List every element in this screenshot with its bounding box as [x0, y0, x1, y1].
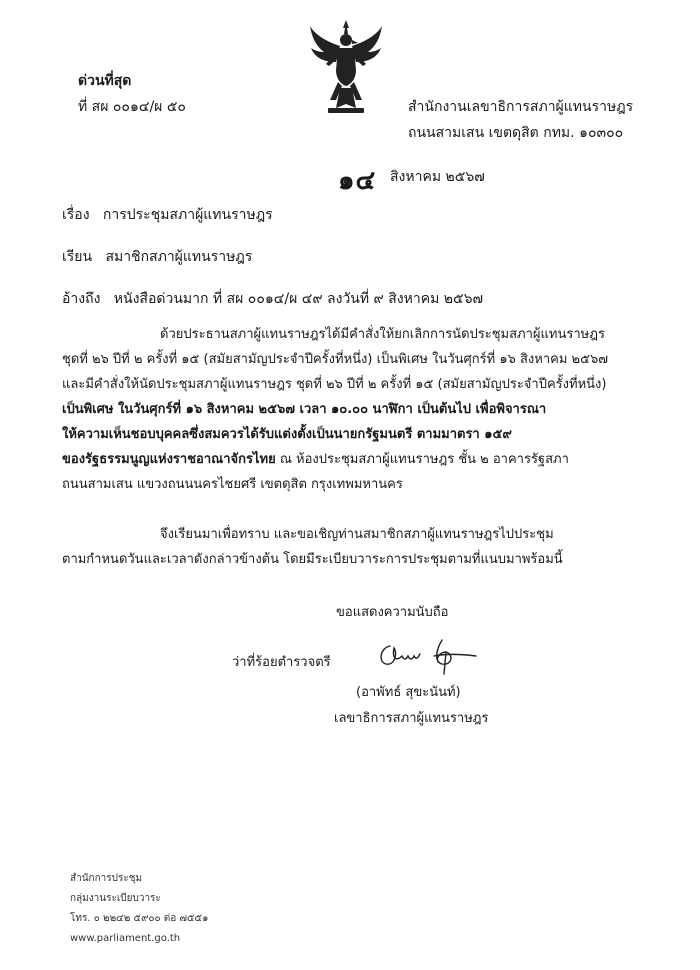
office-name: สำนักงานเลขาธิการสภาผู้แทนราษฎร [408, 99, 634, 115]
date-day: ๑๔ [338, 166, 377, 196]
body-line: ชุดที่ ๒๖ ปีที่ ๒ ครั้งที่ ๑๕ (สมัยสามัญประจำปีครั้งที่หนึ่ง) เป็นพิเศษ ในวันศุกร์ที่ ๑๖ สิงหาคม ๒๕๖๗ [62, 352, 608, 367]
letter-date [338, 160, 376, 201]
body-line: เป็นพิเศษ ในวันศุกร์ที่ ๑๖ สิงหาคม ๒๕๖๗ เวลา ๑๐.๐๐ นาฬิกา เป็นต้นไป เพื่อพิจารณา [62, 402, 547, 417]
body-line [62, 451, 622, 468]
body-line: ตามกำหนดวันและเวลาดังกล่าวข้างต้น โดยมีระเบียบวาระการประชุมตามที่แนบมาพร้อมนี้ [62, 552, 563, 567]
closing-salutation: ขอแสดงความนับถือ [336, 605, 449, 620]
footer-website-link[interactable]: www.parliament.go.th [70, 933, 181, 944]
reference-number: ที่ สผ ๐๐๑๔/ผ ๕๐ [78, 99, 186, 115]
signer-rank: ว่าที่ร้อยตำรวจตรี [232, 655, 331, 670]
reference-line [62, 290, 483, 308]
body-line: ด้วยประธานสภาผู้แทนราษฎรได้มีคำสั่งให้ยกเลิกการนัดประชุมสภาผู้แทนราษฎร [160, 327, 605, 342]
urgency-label: ด่วนที่สุด [78, 73, 132, 89]
date-month-year: สิงหาคม ๒๕๖๗ [390, 169, 485, 185]
venue-text: ณ ห้องประชุมสภาผู้แทนราษฎร ชั้น ๒ อาคารรัฐสภา [275, 452, 569, 467]
reference-text: หนังสือด่วนมาก ที่ สผ ๐๐๑๔/ผ ๔๙ ลงวันที่ ๙ สิงหาคม ๒๕๖๗ [113, 291, 484, 307]
subject-text: การประชุมสภาผู้แทนราษฎร [102, 207, 273, 223]
footer-phone: โทร. ๐ ๒๒๔๒ ๕๙๐๐ ต่อ ๗๕๕๑ [70, 913, 209, 924]
footer-department: สำนักการประชุม [70, 873, 143, 884]
recipient-text: สมาชิกสภาผู้แทนราษฎร [105, 249, 253, 265]
office-address: ถนนสามเสน เขตดุสิต กทม. ๑๐๓๐๐ [408, 125, 624, 141]
reference-label: อ้างถึง [62, 291, 101, 307]
footer-group: กลุ่มงานระเบียบวาระ [70, 893, 161, 904]
subject-label: เรื่อง [62, 207, 90, 223]
body-line: ให้ความเห็นชอบบุคคลซึ่งสมควรได้รับแต่งตั้งเป็นนายกรัฐมนตรี ตามมาตรา ๑๕๙ [62, 427, 512, 442]
body-line: จึงเรียนมาเพื่อทราบ และขอเชิญท่านสมาชิกสภาผู้แทนราษฎรไปประชุม [160, 527, 554, 542]
signature-image [372, 632, 492, 678]
recipient-line [62, 248, 252, 266]
body-line: และมีคำสั่งให้นัดประชุมสภาผู้แทนราษฎร ชุดที่ ๒๖ ปีที่ ๒ ครั้งที่ ๑๕ (สมัยสามัญประจำปีครั้งที่หนึ่ง) [62, 377, 607, 392]
subject-line [62, 206, 273, 224]
body-line: ถนนสามเสน แขวงถนนนครไชยศรี เขตดุสิต กรุงเทพมหานคร [62, 477, 403, 492]
signer-title: เลขาธิการสภาผู้แทนราษฎร [334, 711, 489, 726]
constitution-text: ของรัฐธรรมนูญแห่งราชอาณาจักรไทย [62, 452, 276, 467]
recipient-label: เรียน [62, 249, 93, 265]
garuda-emblem-icon [306, 18, 386, 118]
signer-name: (อาพัทธ์ สุขะนันท์) [356, 685, 461, 700]
